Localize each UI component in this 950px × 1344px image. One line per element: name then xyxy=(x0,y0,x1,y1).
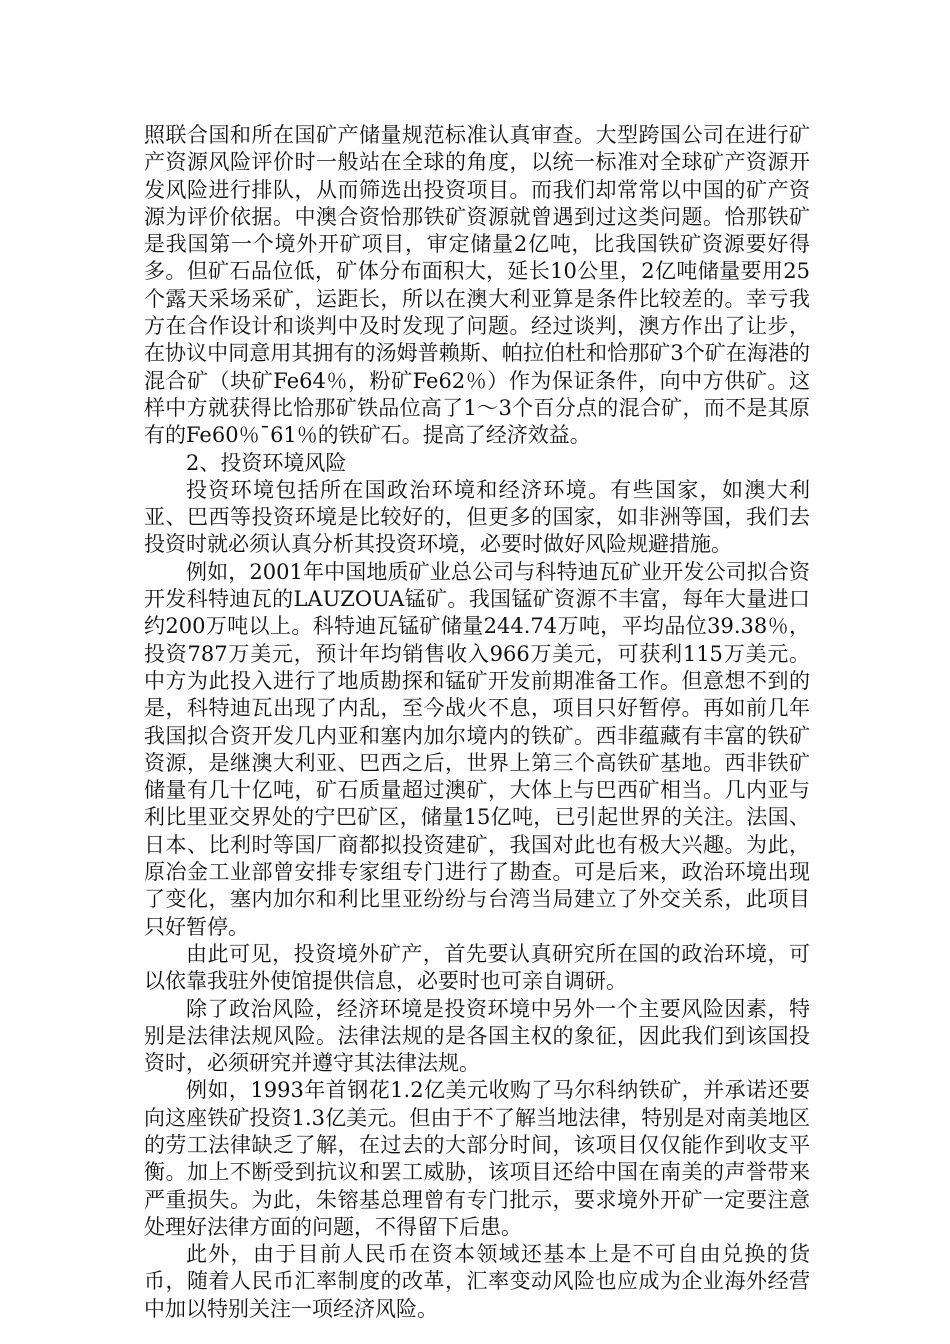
section-heading: 2、投资环境风险 xyxy=(186,450,347,475)
paragraph: 例如，1993年首钢花1.2亿美元收购了马尔科纳铁矿，并承诺还要向这座铁矿投资1.3亿美元。但由于不了解当地法律，特别是对南美地区的劳工法律缺乏了解，在过去的大部分时间，该项目仅仅能作到收支平衡。加上不断受到抗议和罢工威胁，该项目还给中国在南美的声誉带来严重损失。为此，朱镕基总理曾有专门批示，要求境外开矿一定要注意处理好法律方面的问题，不得留下后患。 xyxy=(144,1078,810,1239)
paragraph: 例如，2001年中国地质矿业总公司与科特迪瓦矿业开发公司拟合资开发科特迪瓦的LAUZOUA锰矿。我国锰矿资源不丰富，每年大量进口约200万吨以上。科特迪瓦锰矿储量244.74万吨，平均品位39.38％，投资787万美元，预计年均销售收入966万美元，可获利115万美元。中方为此投入进行了地质勘探和锰矿开发前期准备工作。但意想不到的是，科特迪瓦出现了内乱，至今战火不息，项目只好暂停。再如前几年我国拟合资开发几内亚和塞内加尔境内的铁矿。西非蕴藏有丰富的铁矿资源，是继澳大利亚、巴西之后，世界上第三个高铁矿基地。西非铁矿储量有几十亿吨，矿石质量超过澳矿，大体上与巴西矿相当。几内亚与利比里亚交界处的宁巴矿区，储量15亿吨，已引起世界的关注。法国、日本、比利时等国厂商都拟投资建矿，我国对此也有极大兴趣。为此，原冶金工业部曾安排专家组专门进行了勘查。可是后来，政治环境出现了变化，塞内加尔和利比里亚纷纷与台湾当局建立了外交关系，此项目只好暂停。 xyxy=(144,559,810,939)
paragraph: 除了政治风险，经济环境是投资环境中另外一个主要风险因素，特别是法律法规风险。法律法规的是各国主权的象征，因此我们到该国投资时，必须研究并遵守其法律法规。 xyxy=(144,996,810,1076)
paragraph: 此外，由于目前人民币在资本领域还基本上是不可自由兑换的货币，随着人民币汇率制度的改革，汇率变动风险也应成为企业海外经营中加以特别关注一项经济风险。 xyxy=(144,1242,810,1321)
paragraph: 由此可见，投资境外矿产，首先要认真研究所在国的政治环境，可以依靠我驻外使馆提供信息，必要时也可亲自调研。 xyxy=(144,941,810,994)
paragraph-continuation: 照联合国和所在国矿产储量规范标准认真审查。大型跨国公司在进行矿产资源风险评价时一般站在全球的角度，以统一标准对全球矿产资源开发风险进行排队，从而筛选出投资项目。而我们却常常以中国的矿产资源为评价依据。中澳合资恰那铁矿资源就曾遇到过这类问题。恰那铁矿是我国第一个境外开矿项目，审定储量2亿吨，比我国铁矿资源要好得多。但矿石品位低，矿体分布面积大，延长10公里，2亿吨储量要用25个露天采场采矿，运距长，所以在澳大利亚算是条件比较差的。幸亏我方在合作设计和谈判中及时发现了问题。经过谈判，澳方作出了让步，在协议中同意用其拥有的汤姆普赖斯、帕拉伯杜和恰那矿3个矿在海港的混合矿（块矿Fe64％，粉矿Fe62％）作为保证条件，向中方供矿。这样中方就获得比恰那矿铁品位高了1～3个百分点的混合矿，而不是其原有的Fe60％¯61％的铁矿石。提高了经济效益。 xyxy=(144,123,810,448)
paragraph: 投资环境包括所在国政治环境和经济环境。有些国家，如澳大利亚、巴西等投资环境是比较好的，但更多的国家，如非洲等国，我们去投资时就必须认真分析其投资环境，必要时做好风险规避措施。 xyxy=(144,477,810,557)
body-text xyxy=(144,122,810,1323)
